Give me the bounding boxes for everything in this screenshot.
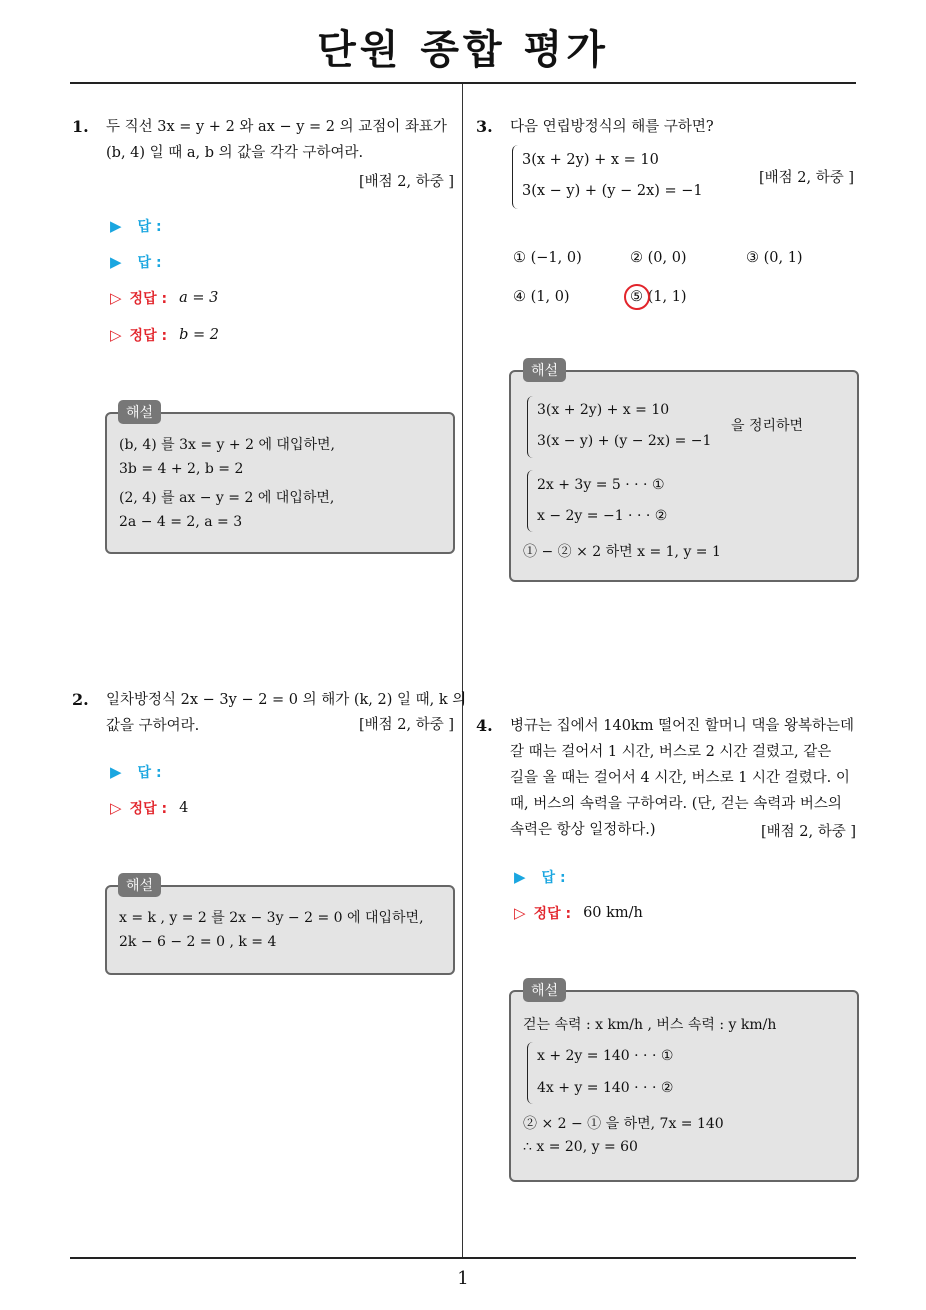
equation-brace [527,470,534,532]
column-divider [462,84,463,1258]
correct-answer-row [110,325,219,345]
solution-line: 을 정리하면 [731,418,804,434]
question-text-line: 일차방정식 2x − 3y − 2 = 0 의 해가 (k, 2) 일 때, k 의 [106,692,467,708]
correct-value: a = 3 [179,290,219,306]
question-number: 4. [476,716,493,735]
solution-tag: 해설 [523,358,566,382]
correct-label: 정답 : [129,328,168,344]
solution-box [509,990,859,1182]
solution-tag: 해설 [523,978,566,1002]
correct-label: 정답 : [533,906,572,922]
answer-row [110,216,162,236]
solution-line: 4x + y = 140 · · · ② [537,1080,674,1096]
solution-tag: 해설 [118,873,161,897]
answer-label: 답 : [137,255,162,271]
selected-answer-circle [624,284,650,310]
solution-line: ① − ② × 2 하면 x = 1, y = 1 [523,544,721,560]
correct-value: 60 km/h [583,905,643,921]
solution-line: 2k − 6 − 2 = 0 , k = 4 [119,934,277,950]
play-icon: ▶ [110,217,122,235]
option-3[interactable]: ③ (0, 1) [746,250,803,266]
play-icon: ▶ [514,868,526,886]
solution-line: 걷는 속력 : x km/h , 버스 속력 : y km/h [523,1017,777,1033]
play-icon: ▶ [110,253,122,271]
score-meta: [배점 2, 하중 ] [760,824,856,840]
solution-line: (2, 4) 를 ax − y = 2 에 대입하면, [119,490,335,506]
correct-label: 정답 : [129,801,168,817]
solution-line: ∴ x = 20, y = 60 [523,1139,638,1155]
solution-box [509,370,859,582]
correct-answer-row [514,903,643,923]
answer-label: 답 : [137,219,162,235]
option-5[interactable]: ⑤ (1, 1) [630,289,687,305]
question-number: 1. [72,117,89,136]
play-icon: ▶ [110,763,122,781]
answer-row [514,867,566,887]
score-meta: [배점 2, 하중 ] [358,174,454,190]
question-number: 2. [72,690,89,709]
answer-row [110,762,162,782]
hollow-play-icon: ▷ [514,904,526,922]
equation-line: 3(x − y) + (y − 2x) = −1 [522,183,703,199]
question-text-line: 다음 연립방정식의 해를 구하면? [510,119,714,135]
top-rule [70,82,856,84]
solution-line: ② × 2 − ① 을 하면, 7x = 140 [523,1116,724,1132]
answer-label: 답 : [541,870,566,886]
solution-line: 3(x − y) + (y − 2x) = −1 [537,433,712,449]
question-text-line: 길을 올 때는 걸어서 4 시간, 버스로 1 시간 걸렸다. 이 [510,770,850,786]
option-2[interactable]: ② (0, 0) [630,250,687,266]
solution-line: (b, 4) 를 3x = y + 2 에 대입하면, [119,437,335,453]
question-text-line: (b, 4) 일 때 a, b 의 값을 각각 구하여라. [106,145,364,161]
page-number: 1 [457,1268,469,1289]
option-1[interactable]: ① (−1, 0) [513,250,582,266]
solution-box [105,885,455,975]
question-text-line: 값을 구하여라. [106,718,200,734]
correct-value: b = 2 [179,327,219,343]
score-meta: [배점 2, 하중 ] [758,170,854,186]
question-text-line: 갈 때는 걸어서 1 시간, 버스로 2 시간 걸렸고, 같은 [510,744,832,760]
solution-line: 2a − 4 = 2, a = 3 [119,514,243,530]
question-text-line: 속력은 항상 일정하다.) [510,822,656,838]
question-text-line: 때, 버스의 속력을 구하여라. (단, 걷는 속력과 버스의 [510,796,842,812]
solution-box [105,412,455,554]
hollow-play-icon: ▷ [110,289,122,307]
question-text-line: 병규는 집에서 140km 떨어진 할머니 댁을 왕복하는데 [510,718,854,734]
correct-value: 4 [179,800,189,816]
page-title: 단원 종합 평가 [317,27,609,73]
hollow-play-icon: ▷ [110,326,122,344]
equation-brace [527,1042,534,1104]
correct-answer-row [110,798,188,818]
solution-line: x + 2y = 140 · · · ① [537,1048,674,1064]
solution-line: x = k , y = 2 를 2x − 3y − 2 = 0 에 대입하면, [119,910,424,926]
correct-label: 정답 : [129,291,168,307]
question-number: 3. [476,117,493,136]
bottom-rule [70,1257,856,1259]
solution-line: 2x + 3y = 5 · · · ① [537,477,665,493]
question-text-line: 두 직선 3x = y + 2 와 ax − y = 2 의 교점이 좌표가 [106,119,447,135]
answer-label: 답 : [137,765,162,781]
solution-tag: 해설 [118,400,161,424]
equation-brace [512,145,519,209]
correct-answer-row [110,288,218,308]
option-4[interactable]: ④ (1, 0) [513,289,570,305]
solution-line: x − 2y = −1 · · · ② [537,508,668,524]
equation-line: 3(x + 2y) + x = 10 [522,152,659,168]
hollow-play-icon: ▷ [110,799,122,817]
equation-brace [527,396,534,458]
score-meta: [배점 2, 하중 ] [358,717,454,733]
solution-line: 3b = 4 + 2, b = 2 [119,461,244,477]
answer-row [110,252,162,272]
solution-line: 3(x + 2y) + x = 10 [537,402,670,418]
